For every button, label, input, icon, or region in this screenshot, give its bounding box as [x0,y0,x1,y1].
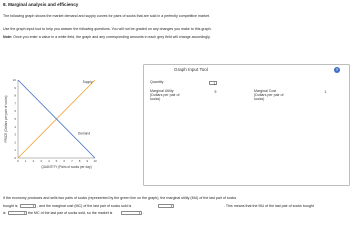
marginal-utility-label-line2: (Dollars per pair of [150,92,180,97]
x-tick-label: 0 [17,159,19,163]
question-market-is: the MC of the last pair of socks sold, so the market is [28,211,113,215]
marginal-cost-label [254,90,284,101]
x-tick-label: 2 [32,159,35,163]
chevron-down-icon: ▾ [138,211,141,216]
x-tick-label: 10 [93,159,97,163]
mc-dropdown[interactable] [158,204,174,208]
supply-curve-label: Supply [82,80,93,85]
y-tick-label: 1 [14,148,16,153]
question-line-1: If the economy produces and sells two pairs of socks (represented by the green line on the graph), the marginal utility (MU) of the last pair of socks [3,196,237,200]
x-tick-label: 7 [71,159,73,163]
x-tick-label: 9 [86,159,89,163]
comparison-dropdown[interactable] [8,211,27,215]
demand-curve-label: Demand [78,131,91,136]
note-label: Note: [3,35,13,39]
y-tick-label: 10 [12,78,16,82]
chevron-down-icon: ▾ [23,211,26,216]
marginal-utility-value: 9 [214,90,217,94]
question-this-means: . This means that the MU of the last pair of socks bought [224,204,314,208]
x-tick-label: 6 [63,159,66,163]
y-tick-label: 9 [14,85,16,90]
marginal-cost-label-line3: socks) [254,96,265,101]
y-tick-label: 2 [14,140,16,145]
x-tick-label: 3 [40,159,42,163]
chart-series [18,80,95,158]
x-tick-label: 4 [47,159,50,163]
x-tick-label: 5 [55,159,58,163]
y-tick-label: 4 [14,124,16,129]
quantity-label: Quantity [150,80,164,84]
note-paragraph [3,35,347,39]
x-axis-ticks [17,159,97,163]
intro-text: The following graph shows the market demand and supply curves for pairs of socks that are sold in a perfectly competitive market. [3,14,210,18]
y-axis-ticks [13,78,17,160]
marginal-utility-label [150,90,180,101]
marginal-utility-label-line3: socks) [150,96,161,101]
question-end: . [143,211,144,215]
note-text: Once you enter a value in a white field, the graph and any corresponding amounts in each grey field will change accordingly. [12,35,211,39]
graph-input-tool [143,64,350,186]
y-tick-label: 5 [14,117,16,121]
efficiency-dropdown[interactable] [121,211,142,215]
question-is: is [3,211,6,215]
help-icon[interactable]: ? [335,67,339,72]
marginal-cost-label-line2: (Dollars per pair of [254,92,284,97]
question-bought-is: bought is [3,204,18,208]
quantity-input[interactable]: 1 [209,81,217,85]
graph-tool-title: Graph Input Tool [174,67,208,72]
supply-demand-chart [2,76,132,184]
y-axis-label: PRICE (Dollars per pair of socks) [4,95,8,143]
y-tick-label: 6 [14,109,16,114]
x-tick-label: 8 [78,159,81,163]
y-tick-label: 0 [14,156,16,160]
question-mc-sold-is: , and the marginal cost (MC) of the last pair of socks sold is [37,204,132,208]
y-tick-label: 3 [14,132,16,137]
x-tick-label: 1 [24,159,27,163]
marginal-cost-value: 1 [324,90,327,94]
chevron-down-icon: ▾ [32,204,35,209]
marginal-cost-label-line1: Marginal Cost [254,89,277,93]
y-tick-label: 7 [14,101,16,106]
instructions-text: Use the graph input tool to help you answer the following questions. You will not be graded on any changes you make to this graph. [3,27,212,31]
y-tick-label: 8 [14,93,16,98]
marginal-utility-label-line1: Marginal Utility [150,89,174,93]
x-axis-label: QUANTITY (Pairs of socks per day) [41,165,92,169]
mu-dropdown[interactable] [20,204,36,208]
section-title: 8. Marginal analysis and efficiency [3,2,79,7]
chevron-down-icon: ▾ [170,204,173,209]
